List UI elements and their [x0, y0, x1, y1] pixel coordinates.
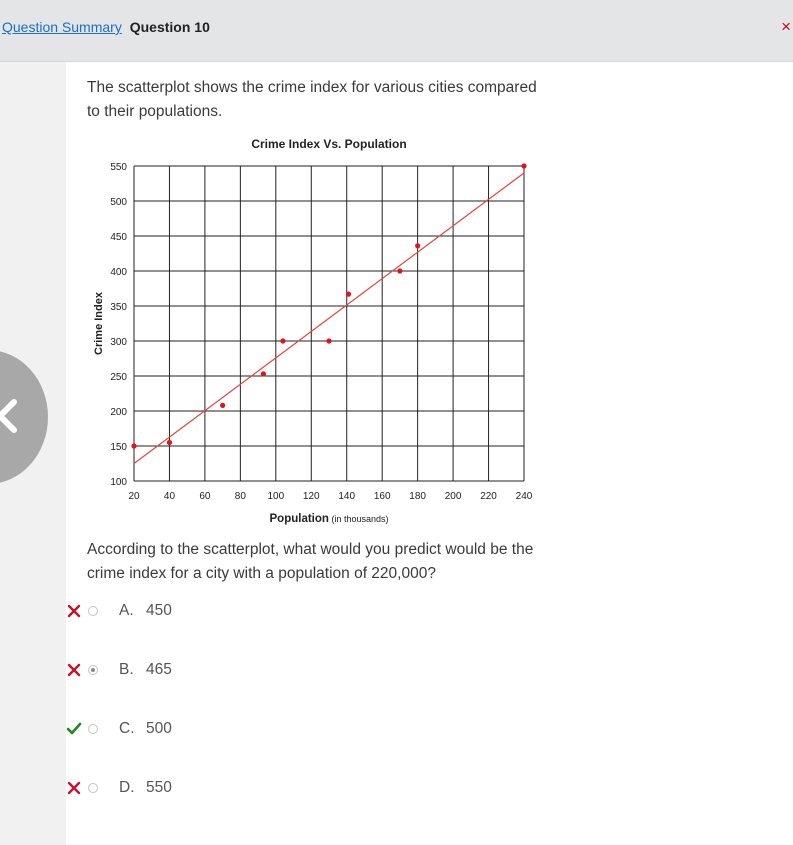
x-axis-label: Population (in thousands)	[269, 513, 389, 525]
x-tick-label: 160	[373, 491, 391, 502]
data-point	[346, 292, 351, 297]
radio-button[interactable]	[88, 783, 98, 793]
x-tick-label: 20	[128, 491, 140, 502]
x-tick-label: 200	[444, 491, 462, 502]
close-icon[interactable]: ×	[781, 17, 791, 36]
x-tick-label: 140	[338, 491, 356, 502]
question-prompt: The scatterplot shows the crime index for various cities compared to their populations.	[87, 79, 537, 120]
previous-question-button[interactable]	[0, 350, 48, 484]
choice-letter: C.	[119, 720, 135, 737]
choice-text: 450	[146, 602, 172, 619]
answer-choice[interactable]	[66, 600, 366, 624]
chart-title: Crime Index Vs. Population	[251, 137, 407, 151]
data-point	[397, 268, 402, 273]
x-tick-label: 220	[480, 491, 497, 502]
data-point	[131, 443, 136, 448]
choice-letter: B.	[119, 661, 134, 678]
top-bar	[0, 0, 793, 62]
current-question-label: Question 10	[129, 19, 210, 35]
data-point	[261, 371, 266, 376]
choice-letter: D.	[119, 779, 135, 796]
radio-button[interactable]	[88, 724, 98, 734]
question-ask: According to the scatterplot, what would you predict would be the crime index for a city with a population of 220,000?	[87, 541, 534, 582]
radio-button[interactable]	[88, 665, 98, 675]
answer-choice[interactable]	[66, 777, 366, 801]
x-tick-label: 80	[234, 491, 246, 502]
y-tick-label: 250	[110, 372, 127, 383]
data-point	[326, 338, 331, 343]
choice-text: 550	[146, 779, 172, 796]
x-tick-label: 180	[409, 491, 426, 502]
incorrect-x-icon	[66, 602, 82, 620]
x-tick-label: 120	[302, 491, 320, 502]
data-point	[280, 338, 285, 343]
y-axis-label: Crime Index	[93, 292, 105, 355]
scatter-chart	[86, 134, 546, 534]
incorrect-x-icon	[66, 779, 82, 797]
y-tick-label: 300	[110, 337, 127, 348]
data-point	[415, 243, 420, 248]
choice-text: 500	[146, 720, 172, 737]
correct-check-icon	[66, 720, 82, 738]
chevron-left-icon	[0, 398, 20, 434]
choice-text: 465	[146, 661, 172, 678]
x-tick-label: 240	[515, 491, 533, 502]
x-tick-label: 60	[199, 491, 211, 502]
y-tick-label: 150	[110, 442, 127, 453]
y-tick-label: 100	[110, 477, 127, 488]
incorrect-x-icon	[66, 661, 82, 679]
y-tick-label: 350	[110, 302, 127, 313]
trend-line	[134, 173, 524, 464]
data-point	[521, 163, 526, 168]
radio-button[interactable]	[88, 606, 98, 616]
y-tick-label: 200	[110, 407, 127, 418]
breadcrumb	[2, 19, 210, 35]
question-summary-link[interactable]: Question Summary	[2, 19, 122, 35]
x-tick-label: 100	[267, 491, 285, 502]
choice-letter: A.	[119, 602, 134, 619]
data-point	[167, 440, 172, 445]
answer-choice[interactable]	[66, 718, 366, 742]
y-tick-label: 500	[110, 197, 127, 208]
data-point	[220, 403, 225, 408]
y-tick-label: 450	[110, 232, 127, 243]
y-tick-label: 550	[110, 162, 127, 173]
question-panel	[66, 62, 793, 845]
y-tick-label: 400	[110, 267, 127, 278]
answer-choice[interactable]	[66, 659, 366, 683]
x-tick-label: 40	[163, 491, 176, 502]
